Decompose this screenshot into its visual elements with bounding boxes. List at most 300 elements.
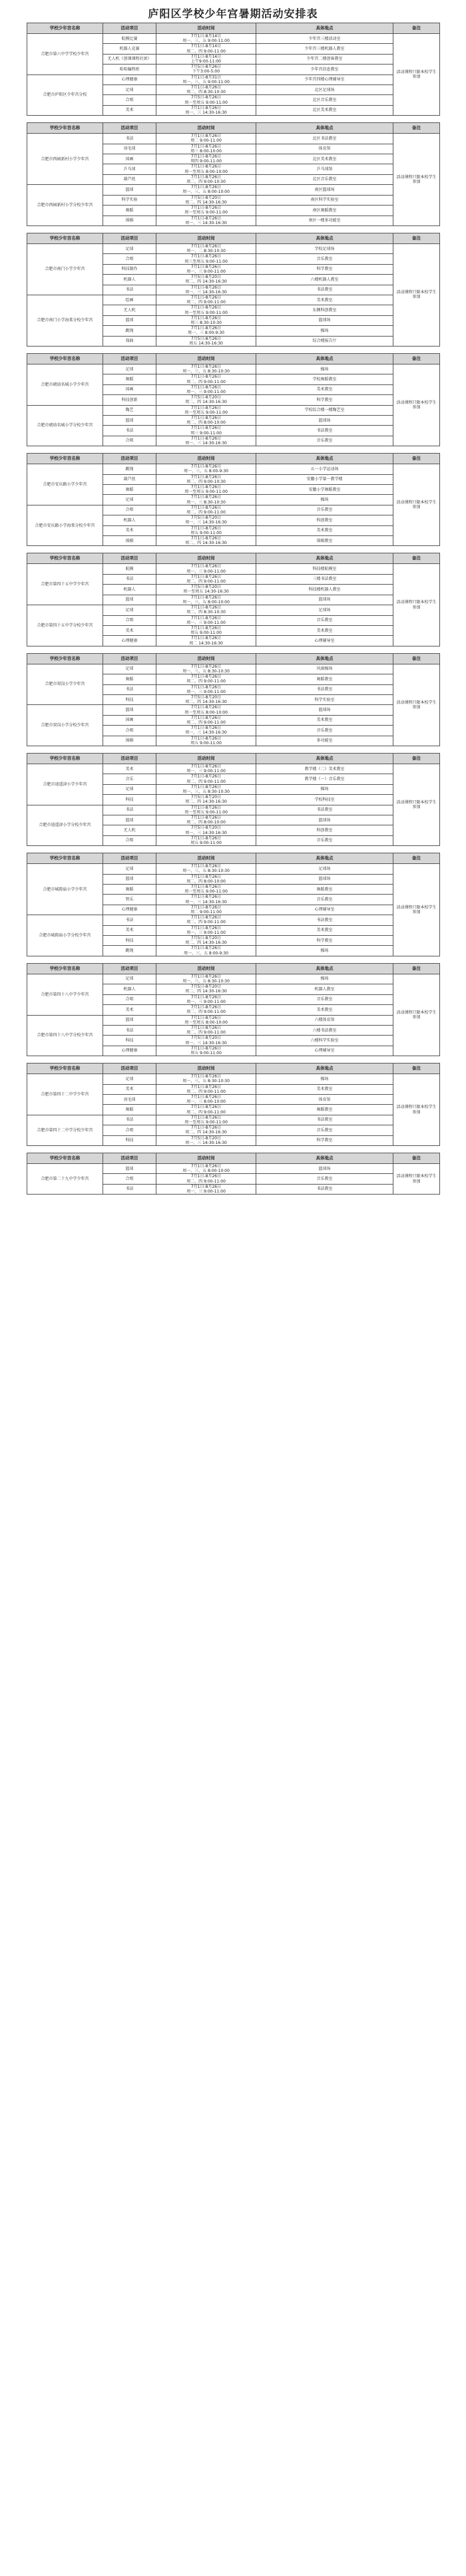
header-row xyxy=(27,553,440,564)
activity-place: 操场 xyxy=(256,1074,393,1084)
activity-place: 操场 xyxy=(256,946,393,956)
activity-place: 美术教室 xyxy=(256,525,393,535)
activity-place: 音乐教室 xyxy=(256,254,393,264)
activity-place: 篮球场 xyxy=(256,595,393,605)
activity-time: 7月1日-8月26日 周一、三、五 8:00-9:30 xyxy=(156,946,256,956)
activity-item: 篮球 xyxy=(103,595,156,605)
activity-place: 书法教室 xyxy=(256,285,393,295)
activity-time: 7月1日-8月14日 周一、三、五 9:00-11:00 xyxy=(156,34,256,44)
activity-item: 科技制作 xyxy=(103,264,156,274)
table-row xyxy=(27,974,440,984)
column-header: 活动时间 xyxy=(156,454,256,464)
activity-place: 美术教室 xyxy=(256,925,393,935)
activity-item: 机器人竞赛 xyxy=(103,44,156,54)
activity-place: 篮球场 xyxy=(256,815,393,825)
activity-place: 音乐教室 xyxy=(256,436,393,446)
activity-place: 围棋教室 xyxy=(256,536,393,546)
table-row xyxy=(27,805,440,815)
remark: 活动课程只限本校学生参加 xyxy=(393,34,440,116)
table-row xyxy=(27,664,440,674)
activity-place: 教学楼（一）音乐教室 xyxy=(256,774,393,784)
activity-item: 科技 xyxy=(103,1135,156,1145)
activity-place: 东侧科创教室 xyxy=(256,305,393,315)
column-header: 活动项目 xyxy=(103,353,156,364)
activity-time: 7月1日-8月26日 周一、三、五 8:30-10:30 xyxy=(156,1074,256,1084)
activity-time: 7月1日-8月26日 周一、三、五 8:30-10:30 xyxy=(156,664,256,674)
activity-place: 音乐教室 xyxy=(256,1125,393,1135)
activity-place: 三楼书法教室 xyxy=(256,574,393,584)
column-header: 具体地点 xyxy=(256,853,393,864)
school-name: 合肥市庐阳区少年宫分校 xyxy=(27,74,103,116)
activity-place: 科学实验室 xyxy=(256,694,393,704)
column-header: 学校少年宫名称 xyxy=(27,123,103,134)
activity-item: 合唱 xyxy=(103,505,156,515)
activity-time: 7月5日-8月20日 周二、四 14:30-16:30 xyxy=(156,984,256,994)
activity-item: 乒乓球 xyxy=(103,164,156,174)
activity-item: 足球 xyxy=(103,784,156,794)
activity-item: 合唱 xyxy=(103,436,156,446)
activity-time: 7月5日-8月20日 周一、三 14:30-16:30 xyxy=(156,515,256,525)
activity-place: 北区美术教室 xyxy=(256,105,393,115)
activity-place: 学校综合楼一楼陶艺室 xyxy=(256,405,393,415)
school-name: 合肥市琥珀名城小学分校少年宫 xyxy=(27,405,103,446)
activity-place: 书法教室 xyxy=(256,805,393,815)
activity-time: 7月1日-8月26日 周二、四 9:00-11:00 xyxy=(156,1105,256,1115)
column-header: 学校少年宫名称 xyxy=(27,1153,103,1163)
school-name: 合肥市第四十二中学少年宫 xyxy=(27,1074,103,1115)
column-header: 具体地点 xyxy=(256,553,393,564)
column-header: 备注 xyxy=(393,553,440,564)
activity-time: 7月5日-8月20日 周二、四 14:30-16:30 xyxy=(156,936,256,946)
activity-time: 7月1日-8月26日 周二、四 9:00-11:00 xyxy=(156,374,256,384)
activity-time: 7月1日-8月26日 周二 9:00-11:00 xyxy=(156,905,256,915)
header-row xyxy=(27,454,440,464)
activity-time: 7月1日-8月26日 周二、四 8:00-10:00 xyxy=(156,815,256,825)
activity-time: 7月1日-8月26日 周二、四 14:30-16:30 xyxy=(156,1125,256,1135)
activity-item: 书法 xyxy=(103,426,156,436)
header-row xyxy=(27,753,440,764)
activity-time: 7月1日-8月26日 周一、三 14:30-16:30 xyxy=(156,726,256,736)
activity-place: 音乐教室 xyxy=(256,1174,393,1184)
header-row xyxy=(27,1064,440,1074)
column-header: 具体地点 xyxy=(256,353,393,364)
column-header: 活动项目 xyxy=(103,1153,156,1163)
activity-item: 篮球 xyxy=(103,874,156,884)
column-header: 活动项目 xyxy=(103,1064,156,1074)
activity-place: 南区科学实验室 xyxy=(256,195,393,205)
column-header: 备注 xyxy=(393,123,440,134)
activity-time: 7月1日-8月26日 周二、四 9:00-11:00 xyxy=(156,1084,256,1094)
column-header: 活动项目 xyxy=(103,963,156,974)
activity-time: 7月1日-8月26日 周一至周五 9:00-11:00 xyxy=(156,885,256,895)
school-name: 合肥市安庆路小学少年宫 xyxy=(27,464,103,505)
activity-place: 科技楼航模室 xyxy=(256,564,393,574)
schedule-table xyxy=(27,353,440,446)
schedule-table xyxy=(27,963,440,1056)
activity-place: 书法教室 xyxy=(256,1184,393,1194)
activity-item: 羽毛球 xyxy=(103,144,156,154)
activity-time: 7月1日-8月26日 周二、四 8:30-10:30 xyxy=(156,85,256,95)
activity-item: 足球 xyxy=(103,364,156,374)
activity-item: 葫芦丝 xyxy=(103,474,156,484)
school-name: 合肥市第四十八中学分校少年宫 xyxy=(27,1015,103,1056)
activity-place: 南区一楼多功能室 xyxy=(256,215,393,225)
activity-time: 7月1日-8月26日 周二、四 8:30-10:30 xyxy=(156,605,256,615)
activity-item: 跳绳 xyxy=(103,946,156,956)
column-header: 活动项目 xyxy=(103,233,156,243)
activity-time: 7月1日-8月26日 周五 9:00-11:00 xyxy=(156,625,256,635)
activity-item: 羽毛球 xyxy=(103,1094,156,1104)
activity-item: 科技 xyxy=(103,936,156,946)
activity-place: 科技楼机器人教室 xyxy=(256,585,393,595)
activity-place: 乒乓球馆 xyxy=(256,164,393,174)
activity-item: 围棋 xyxy=(103,536,156,546)
activity-item: 美术 xyxy=(103,625,156,635)
activity-place: 北区美术教室 xyxy=(256,154,393,164)
header-row xyxy=(27,233,440,243)
activity-place: 足球场 xyxy=(256,605,393,615)
column-header: 具体地点 xyxy=(256,1153,393,1163)
activity-place: 教学楼（二）美术教室 xyxy=(256,764,393,774)
schedule-table xyxy=(27,653,440,746)
activity-place: 少年宫三楼机器人教室 xyxy=(256,44,393,54)
activity-place: 少年宫四楼心理辅导室 xyxy=(256,74,393,84)
activity-place: 篮球场 xyxy=(256,315,393,325)
activity-time: 7月1日-8月26日 周三 8:30-10:30 xyxy=(156,315,256,325)
table-row xyxy=(27,705,440,715)
column-header: 学校少年宫名称 xyxy=(27,553,103,564)
activity-time: 7月5日-8月20日 周一、三 14:30-16:30 xyxy=(156,1036,256,1046)
activity-place: 操场 xyxy=(256,784,393,794)
activity-item: 心理健康 xyxy=(103,74,156,84)
activity-time: 7月1日-8月26日 周二、四 9:00-11:00 xyxy=(156,1005,256,1015)
activity-time: 7月5日-8月20日 周一、三 14:30-16:30 xyxy=(156,1135,256,1145)
remark: 活动课程只限本校学生参加 xyxy=(393,974,440,1056)
activity-place: 科创教室 xyxy=(256,825,393,835)
activity-time: 7月1日-8月26日 周一、三 9:00-11:00 xyxy=(156,264,256,274)
activity-place: 音乐教室 xyxy=(256,994,393,1004)
activity-item: 书法 xyxy=(103,915,156,925)
activity-time: 7月1日-8月26日 周一、三、五 8:00-10:00 xyxy=(156,185,256,195)
activity-time: 7月1日-8月26日 周一、三 9:00-11:00 xyxy=(156,764,256,774)
school-name: 合肥市逍遥津小学少年宫 xyxy=(27,764,103,805)
column-header: 活动时间 xyxy=(156,123,256,134)
column-header: 具体地点 xyxy=(256,1064,393,1074)
activity-time: 7月5日-8月20日 周二、四 14:30-16:30 xyxy=(156,275,256,285)
schedule-table xyxy=(27,233,440,347)
activity-place: 舞蹈教室 xyxy=(256,674,393,684)
school-name: 合肥市逍遥津小学分校少年宫 xyxy=(27,805,103,846)
activity-place: 书法教室 xyxy=(256,684,393,694)
activity-time: 7月1日-8月26日 周二 14:30-16:30 xyxy=(156,636,256,646)
activity-item: 航模 xyxy=(103,564,156,574)
activity-item: 陶艺 xyxy=(103,405,156,415)
schedule-table xyxy=(27,553,440,646)
activity-time: 7月5日-8月20日 周一至周五 14:30-16:30 xyxy=(156,585,256,595)
activity-item: 合唱 xyxy=(103,835,156,845)
table-row xyxy=(27,915,440,925)
table-row xyxy=(27,243,440,253)
activity-place: 科创教室 xyxy=(256,515,393,525)
activity-time: 7月1日-8月26日 周三 9:00-11:00 xyxy=(156,426,256,436)
activity-place: 篮球场 xyxy=(256,874,393,884)
activity-place: 北区音乐教室 xyxy=(256,95,393,105)
activity-item: 机器人 xyxy=(103,275,156,285)
header-row xyxy=(27,353,440,364)
activity-place: 科学教室 xyxy=(256,936,393,946)
activity-time: 7月1日-8月26日 周一至周五 8:00-10:00 xyxy=(156,164,256,174)
header-row xyxy=(27,1153,440,1163)
activity-place: 音乐教室 xyxy=(256,835,393,845)
activity-place: 体育馆 xyxy=(256,1094,393,1104)
table-row xyxy=(27,605,440,615)
activity-place: 科学教室 xyxy=(256,264,393,274)
activity-item: 合唱 xyxy=(103,1174,156,1184)
activity-time: 7月1日-8月26日 周一、三 14:30-16:30 xyxy=(156,895,256,905)
column-header: 学校少年宫名称 xyxy=(27,1064,103,1074)
activity-item: 音乐 xyxy=(103,774,156,784)
activity-time: 7月1日-8月26日 周一、三 8:00-10:00 xyxy=(156,1094,256,1104)
activity-item: 书法 xyxy=(103,805,156,815)
school-name: 合肥市琥珀名城小学少年宫 xyxy=(27,364,103,405)
activity-time: 7月1日-8月26日 周一、三、五 8:00-10:00 xyxy=(156,1163,256,1173)
school-name: 合肥市安庆路小学海棠分校少年宫 xyxy=(27,505,103,546)
table-row xyxy=(27,74,440,84)
table-row xyxy=(27,1115,440,1125)
activity-item: 书法 xyxy=(103,574,156,584)
remark: 活动课程只限本校学生参加 xyxy=(393,243,440,346)
activity-item: 足球 xyxy=(103,864,156,874)
activity-item: 无人机 xyxy=(103,305,156,315)
remark: 活动课程只限本校学生参加 xyxy=(393,764,440,845)
activity-item: 书法 xyxy=(103,285,156,295)
activity-time: 7月1日-8月26日 周二、四 9:00-11:00 xyxy=(156,574,256,584)
header-row xyxy=(27,23,440,34)
activity-place: 北区音乐教室 xyxy=(256,174,393,184)
table-row xyxy=(27,764,440,774)
activity-item: 美术 xyxy=(103,925,156,935)
column-header: 具体地点 xyxy=(256,23,393,34)
column-header: 学校少年宫名称 xyxy=(27,853,103,864)
activity-place: 舞蹈教室 xyxy=(256,885,393,895)
activity-place: 舞蹈教室 xyxy=(256,1105,393,1115)
column-header: 具体地点 xyxy=(256,753,393,764)
activity-time: 7月1日-8月26日 周三至周五 9:00-11:00 xyxy=(156,254,256,264)
activity-time: 7月1日-8月26日 周二、四 9:00-11:00 xyxy=(156,295,256,305)
activity-place: 美术教室 xyxy=(256,384,393,394)
school-name: 合肥市第六中学学校少年宫 xyxy=(27,34,103,75)
activity-time: 7月1日-8月26日 周一、三 8:30-10:30 xyxy=(156,495,256,505)
schedule-table xyxy=(27,1063,440,1146)
activity-time: 7月1日-8月26日 周一至周五 9:00-11:00 xyxy=(156,405,256,415)
activity-time: 7月1日-8月26日 周一、三 9:00-11:00 xyxy=(156,564,256,574)
activity-time: 7月1日-8月14日 周二、四 9:00-11:00 xyxy=(156,44,256,54)
school-name: 合肥市第四十二中学分校少年宫 xyxy=(27,1115,103,1145)
column-header: 备注 xyxy=(393,353,440,364)
column-header: 学校少年宫名称 xyxy=(27,353,103,364)
column-header: 活动项目 xyxy=(103,123,156,134)
activity-item: 合唱 xyxy=(103,726,156,736)
activity-time: 7月1日-8月26日 周五 9:00-11:00 xyxy=(156,525,256,535)
activity-item: 无人机（创课课程社团） xyxy=(103,54,156,64)
activity-time: 7月1日-8月26日 周一、三、五 8:30-10:30 xyxy=(156,784,256,794)
column-header: 学校少年宫名称 xyxy=(27,653,103,664)
activity-time: 7月1日-8月26日 周二、四 8:00-10:00 xyxy=(156,874,256,884)
activity-item: 书法 xyxy=(103,134,156,144)
activity-time: 7月5日-8月20日 周一、三 14:30-16:30 xyxy=(156,825,256,835)
activity-item: 篮球 xyxy=(103,705,156,715)
column-header: 活动项目 xyxy=(103,23,156,34)
column-header: 活动时间 xyxy=(156,553,256,564)
schedule-table xyxy=(27,23,440,116)
activity-time: 7月1日-8月14日 上午9:00-11:00 xyxy=(156,54,256,64)
activity-time: 7月5日-8月20日 周二、四 14:30-16:30 xyxy=(156,795,256,805)
column-header: 活动时间 xyxy=(156,753,256,764)
school-name: 合肥市双岗小学分校少年宫 xyxy=(27,705,103,746)
activity-place: 音乐教室 xyxy=(256,726,393,736)
activity-place: 六楼科学实验室 xyxy=(256,1036,393,1046)
column-header: 活动时间 xyxy=(156,853,256,864)
column-header: 活动项目 xyxy=(103,653,156,664)
activity-item: 美术 xyxy=(103,764,156,774)
activity-time: 7月1日-8月26日 周一至周五 8:00-10:00 xyxy=(156,705,256,715)
activity-place: 六楼体育馆 xyxy=(256,1015,393,1025)
activity-item: 绘画 xyxy=(103,295,156,305)
activity-item: 机器人 xyxy=(103,515,156,525)
activity-time: 7月1日-8月26日 周一、三 9:00-11:00 xyxy=(156,994,256,1004)
school-name: 合肥市西园新村小学少年宫 xyxy=(27,134,103,185)
column-header: 备注 xyxy=(393,853,440,864)
activity-time: 7月1日-8月26日 周一、三、五 8:00-9:30 xyxy=(156,464,256,474)
activity-item: 航模比赛 xyxy=(103,34,156,44)
activity-time: 7月1日-8月26日 周二、四 9:00-11:00 xyxy=(156,915,256,925)
activity-item: 合唱 xyxy=(103,994,156,1004)
activity-place: 美术教室 xyxy=(256,715,393,725)
activity-time: 7月1日-8月26日 周一、三 8:00-9:30 xyxy=(156,326,256,336)
activity-place: 音乐教室 xyxy=(256,505,393,515)
activity-item: 足球 xyxy=(103,85,156,95)
activity-time: 7月1日-8月26日 周二、四 9:00-11:00 xyxy=(156,505,256,515)
column-header: 具体地点 xyxy=(256,963,393,974)
activity-time: 7月1日-8月26日 周一、三、五 8:00-10:00 xyxy=(156,595,256,605)
activity-place: 科学教室 xyxy=(256,395,393,405)
remark: 活动课程只限本校学生参加 xyxy=(393,1074,440,1146)
header-row xyxy=(27,963,440,974)
activity-item: 科技 xyxy=(103,1036,156,1046)
activity-time: 7月1日-8月26日 周一、三、五 8:30-10:30 xyxy=(156,864,256,874)
remark: 活动课程只限本校学生参加 xyxy=(393,1163,440,1194)
activity-time: 7月1日-8月26日 周一至周五 9:00-11:00 xyxy=(156,1115,256,1125)
column-header: 学校少年宫名称 xyxy=(27,454,103,464)
activity-item: 书法 xyxy=(103,1184,156,1194)
activity-place: 心理辅导室 xyxy=(256,1046,393,1056)
activity-time: 7月1日-8月26日 周五 9:00-11:00 xyxy=(156,736,256,746)
column-header: 活动时间 xyxy=(156,353,256,364)
activity-place: 少年宫信息教室 xyxy=(256,65,393,74)
table-row xyxy=(27,405,440,415)
column-header: 活动时间 xyxy=(156,963,256,974)
column-header: 备注 xyxy=(393,454,440,464)
activity-item: 心理健康 xyxy=(103,905,156,915)
remark: 活动课程只限本校学生参加 xyxy=(393,364,440,446)
activity-item: 哈哈编程班 xyxy=(103,65,156,74)
column-header: 具体地点 xyxy=(256,454,393,464)
schedule-table xyxy=(27,122,440,226)
activity-item: 舞蹈 xyxy=(103,374,156,384)
activity-item: 国画 xyxy=(103,384,156,394)
activity-item: 舞蹈 xyxy=(103,674,156,684)
activity-item: 舞蹈 xyxy=(103,485,156,495)
activity-item: 篮球 xyxy=(103,1163,156,1173)
activity-item: 足球 xyxy=(103,605,156,615)
school-name: 合肥市城隍庙小学少年宫 xyxy=(27,864,103,915)
table-row xyxy=(27,464,440,474)
activity-place: 篮球场 xyxy=(256,705,393,715)
activity-item: 跳绳 xyxy=(103,464,156,474)
activity-time: 7月1日-8月26日 周四 9:00-11:00 xyxy=(156,154,256,164)
activity-item: 机器人 xyxy=(103,984,156,994)
column-header: 学校少年宫名称 xyxy=(27,753,103,764)
school-name: 合肥市南门小学海棠分校少年宫 xyxy=(27,295,103,346)
activity-time: 7月1日-8月26日 周一至周五 8:00-10:00 xyxy=(156,1015,256,1025)
activity-time: 7月1日-8月26日 周一、三 9:00-11:00 xyxy=(156,615,256,625)
activity-place: 篮球场 xyxy=(256,1163,393,1173)
activity-time: 7月1日-8月26日 周一、三 14:30-16:30 xyxy=(156,285,256,295)
remark: 活动课程只限本校学生参加 xyxy=(393,664,440,746)
activity-item: 舞蹈 xyxy=(103,1105,156,1115)
schedule-table xyxy=(27,853,440,956)
column-header: 学校少年宫名称 xyxy=(27,23,103,34)
activity-item: 跳绳 xyxy=(103,326,156,336)
activity-time: 7月5日-8月20日 周二、四 14:30-16:30 xyxy=(156,395,256,405)
header-row xyxy=(27,653,440,664)
activity-time: 7月5日-8月20日 周二、四 14:30-16:30 xyxy=(156,195,256,205)
school-name: 合肥市第二十九中学少年宫 xyxy=(27,1163,103,1194)
activity-item: 科学实验 xyxy=(103,195,156,205)
column-header: 活动项目 xyxy=(103,454,156,464)
activity-time: 7月1日-8月26日 周一、三 9:00-11:00 xyxy=(156,684,256,694)
activity-place: 体育馆 xyxy=(256,144,393,154)
activity-place: 六楼机器人教室 xyxy=(256,275,393,285)
activity-place: 五一小学运动场 xyxy=(256,464,393,474)
activity-place: 风雨操场 xyxy=(256,664,393,674)
column-header: 活动时间 xyxy=(156,233,256,243)
activity-place: 南区篮球场 xyxy=(256,185,393,195)
column-header: 活动项目 xyxy=(103,553,156,564)
table-row xyxy=(27,1074,440,1084)
activity-time: 7月1日-8月26日 周一至周五 9:00-11:00 xyxy=(156,206,256,215)
activity-place: 心理辅导室 xyxy=(256,636,393,646)
activity-item: 书法 xyxy=(103,1115,156,1125)
activity-item: 书法 xyxy=(103,684,156,694)
activity-time: 7月1日-8月26日 周二、四 9:00-11:00 xyxy=(156,715,256,725)
activity-item: 合唱 xyxy=(103,254,156,264)
column-header: 备注 xyxy=(393,653,440,664)
table-row xyxy=(27,1015,440,1025)
activity-time: 7月1日-8月26日 周一、三 14:30-16:30 xyxy=(156,215,256,225)
activity-time: 7月1日-8月26日 周二 9:00-11:00 xyxy=(156,134,256,144)
activity-place: 书法教室 xyxy=(256,915,393,925)
activity-item: 足球 xyxy=(103,243,156,253)
remark: 活动课程只限本校学生参加 xyxy=(393,864,440,956)
activity-place: 南区舞蹈教室 xyxy=(256,206,393,215)
column-header: 备注 xyxy=(393,1153,440,1163)
column-header: 备注 xyxy=(393,963,440,974)
activity-place: 书法教室 xyxy=(256,426,393,436)
activity-place: 足球场 xyxy=(256,864,393,874)
header-row xyxy=(27,123,440,134)
activity-time: 7月1日-8月31日 周一、三、五 9:00-11:00 xyxy=(156,74,256,84)
